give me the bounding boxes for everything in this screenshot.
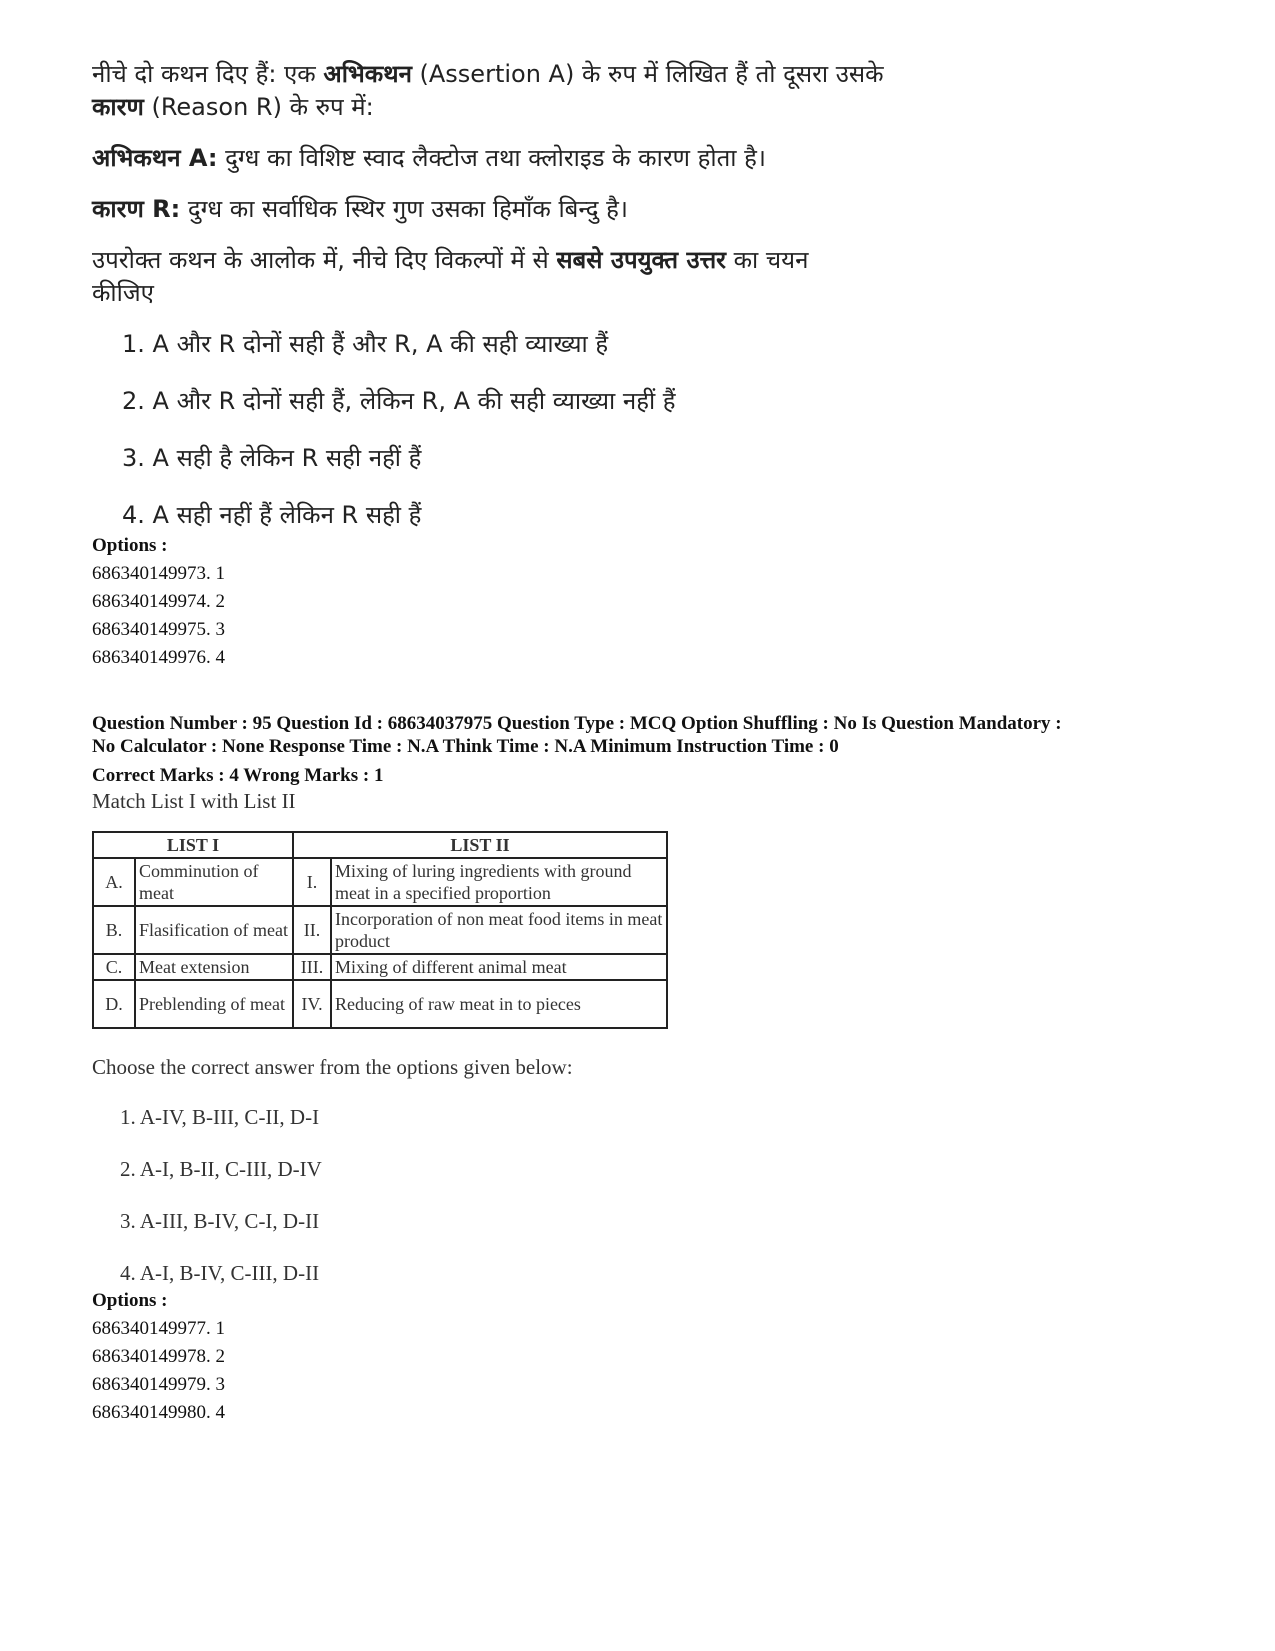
match-table (92, 831, 668, 1029)
assertion-statement (92, 142, 1202, 175)
choose-text-end: का चयन (726, 246, 809, 274)
list1-item: Flasification of meat (135, 906, 293, 954)
reason-label: कारण R: (92, 195, 181, 223)
options-label: Options : (92, 1290, 168, 1311)
list2-header: LIST II (293, 832, 667, 858)
assertion-label: अभिकथन A: (92, 144, 218, 172)
intro-text: नीचे दो कथन दिए हैं: एक (92, 60, 324, 88)
intro-reason-term: कारण (92, 93, 144, 121)
intro-statement (92, 58, 1202, 124)
assertion-text: दुग्ध का विशिष्ट स्वाद लैक्टोज तथा क्लोराइड के कारण होता है। (217, 144, 766, 172)
list1-header: LIST I (93, 832, 293, 858)
row-numeral: III. (293, 954, 331, 980)
choose-text: उपरोक्त कथन के आलोक में, नीचे दिए विकल्पों में से (92, 246, 557, 274)
list2-item: Mixing of different animal meat (331, 954, 667, 980)
list2-item: Reducing of raw meat in to pieces (331, 980, 667, 1028)
table-row (93, 954, 667, 980)
choose-answer-text: Choose the correct answer from the options given below: (92, 1055, 573, 1079)
choose-bold: सबसे उपयुक्त उत्तर (556, 246, 726, 274)
list2-item: Mixing of luring ingredients with ground meat in a specified proportion (331, 858, 667, 906)
option-id-4: 686340149976. 4 (92, 647, 225, 668)
list1-item: Meat extension (135, 954, 293, 980)
option-id-2: 686340149974. 2 (92, 591, 225, 612)
reason-text: दुग्ध का सर्वाधिक स्थिर गुण उसका हिमाँक बिन्दु है। (180, 195, 628, 223)
question-meta-line1: Question Number : 95 Question Id : 68634037975 Question Type : MCQ Option Shuffling : No Is Question Mandatory : (92, 713, 1062, 734)
intro-text-mid: (Assertion A) के रुप में लिखित हैं तो दूसरा उसके (411, 60, 884, 88)
row-letter: A. (93, 858, 135, 906)
choice-2: 2. A-I, B-II, C-III, D-IV (120, 1157, 322, 1181)
intro-text-end: (Reason R) के रुप में: (143, 93, 374, 121)
choice-1: 1. A-IV, B-III, C-II, D-I (120, 1105, 320, 1129)
option-id-2: 686340149978. 2 (92, 1346, 225, 1367)
row-numeral: II. (293, 906, 331, 954)
choose-text-line2: कीजिए (92, 279, 154, 307)
row-letter: D. (93, 980, 135, 1028)
table-row (93, 906, 667, 954)
question-page (92, 58, 1202, 1427)
question-meta-line2: No Calculator : None Response Time : N.A Think Time : N.A Minimum Instruction Time : 0 (92, 736, 839, 757)
table-row (93, 980, 667, 1028)
list1-item: Preblending of meat (135, 980, 293, 1028)
choice-3: 3. A सही है लेकिन R सही नहीं हैं (122, 444, 422, 472)
option-id-1: 686340149973. 1 (92, 563, 225, 584)
list2-item: Incorporation of non meat food items in meat product (331, 906, 667, 954)
row-numeral: IV. (293, 980, 331, 1028)
option-id-3: 686340149975. 3 (92, 619, 225, 640)
row-numeral: I. (293, 858, 331, 906)
table-row (93, 858, 667, 906)
option-id-4: 686340149980. 4 (92, 1402, 225, 1423)
row-letter: C. (93, 954, 135, 980)
choice-4: 4. A-I, B-IV, C-III, D-II (120, 1261, 320, 1285)
row-letter: B. (93, 906, 135, 954)
options-label: Options : (92, 535, 168, 556)
choose-instruction (92, 244, 1202, 310)
list1-item: Comminution of meat (135, 858, 293, 906)
option-id-1: 686340149977. 1 (92, 1318, 225, 1339)
question-95 (92, 712, 1202, 1427)
marks-line: Correct Marks : 4 Wrong Marks : 1 (92, 765, 384, 786)
reason-statement (92, 193, 1202, 226)
choice-3: 3. A-III, B-IV, C-I, D-II (120, 1209, 320, 1233)
intro-assertion-term: अभिकथन (323, 60, 412, 88)
choice-1: 1. A और R दोनों सही हैं और R, A की सही व्याख्या हैं (122, 330, 609, 358)
table-header-row (93, 832, 667, 858)
question-prompt: Match List I with List II (92, 789, 296, 813)
answer-choices (92, 328, 1202, 532)
choice-4: 4. A सही नहीं हैं लेकिन R सही हैं (122, 501, 422, 529)
option-id-3: 686340149979. 3 (92, 1374, 225, 1395)
choice-2: 2. A और R दोनों सही हैं, लेकिन R, A की सही व्याख्या नहीं हैं (122, 387, 676, 415)
answer-choices (92, 1103, 1202, 1287)
question-94 (92, 58, 1202, 672)
